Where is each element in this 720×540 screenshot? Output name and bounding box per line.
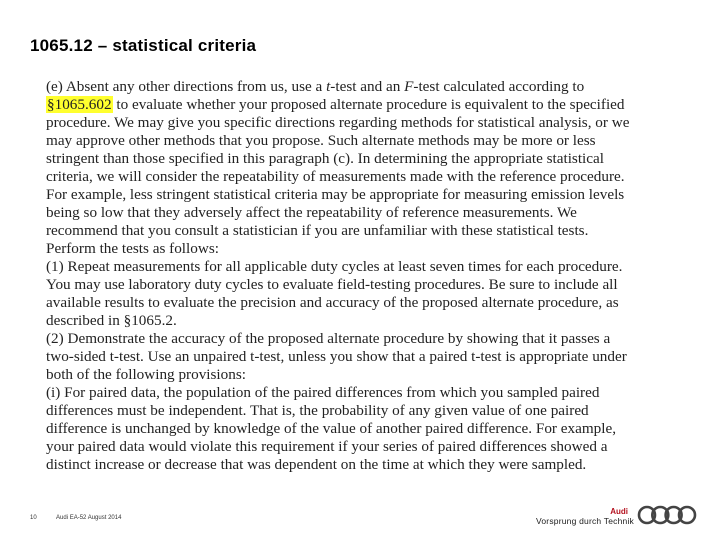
excerpt-line-19: differences must be independent. That is, the probability of any given value of one paired bbox=[46, 402, 589, 419]
excerpt-line-11: (1) Repeat measurements for all applicable duty cycles at least seven times for each procedure. bbox=[46, 258, 623, 275]
brand-slogan: Vorsprung durch Technik bbox=[535, 516, 634, 526]
four-rings-icon bbox=[637, 504, 697, 526]
excerpt-line-6: criteria, we will consider the repeatability of measurements made with the reference procedure. bbox=[46, 168, 625, 185]
slide-title: 1065.12 – statistical criteria bbox=[30, 36, 257, 55]
excerpt-line-4: may approve other methods that you propose. Such alternate methods may be more or less bbox=[46, 132, 596, 149]
footer-caption: Audi EA-52 August 2014 bbox=[56, 515, 122, 521]
brand-wordmark: Audi bbox=[610, 507, 628, 516]
excerpt-line-9: recommend that you consult a statistician if you are unfamiliar with these statistical tests. bbox=[46, 222, 589, 239]
excerpt-line-17: both of the following provisions: bbox=[46, 366, 246, 383]
excerpt-line-20: difference is unchanged by knowledge of the value of another paired difference. For example, bbox=[46, 420, 617, 437]
excerpt-line-21: your paired data would violate this requirement if your series of paired differences showed a bbox=[46, 438, 608, 455]
excerpt-line-16: two-sided t-test. Use an unpaired t-test, unless you show that a paired t-test is appropriate under bbox=[46, 348, 627, 365]
excerpt-line-5: stringent than those specified in this paragraph (c). In determining the appropriate statistical bbox=[46, 150, 604, 167]
highlighted-reference: §1065.602 bbox=[47, 96, 112, 113]
excerpt-line-15: (2) Demonstrate the accuracy of the proposed alternate procedure by showing that it passes a bbox=[46, 330, 611, 347]
excerpt-line-1: (e) Absent any other directions from us, use a t-test and an F-test calculated according to bbox=[46, 78, 585, 95]
excerpt-line-3: procedure. We may give you specific directions regarding methods for statistical analysis, or we bbox=[46, 114, 630, 131]
excerpt-line-10: Perform the tests as follows: bbox=[46, 240, 219, 257]
excerpt-line-18: (i) For paired data, the population of the paired differences from which you sampled paired bbox=[46, 384, 600, 401]
excerpt-line-2: §1065.602 to evaluate whether your proposed alternate procedure is equivalent to the specified bbox=[47, 96, 625, 113]
excerpt-line-12: You may use laboratory duty cycles to evaluate field-testing procedures. Be sure to include all bbox=[46, 276, 618, 293]
excerpt-line-8: being so low that they adversely affect the repeatability of reference measurements. We bbox=[46, 204, 577, 221]
regulation-excerpt-image bbox=[40, 78, 672, 485]
excerpt-line-14: described in §1065.2. bbox=[46, 312, 177, 329]
page-number: 10 bbox=[30, 515, 37, 521]
footer bbox=[30, 515, 121, 521]
excerpt-line-22: distinct increase or decrease that was dependent on the time at which they were sampled. bbox=[46, 456, 587, 473]
excerpt-line-13: available results to evaluate the precision and accuracy of the proposed alternate procedure, as bbox=[46, 294, 619, 311]
excerpt-line-7: For example, less stringent statistical criteria may be appropriate for measuring emission levels bbox=[46, 186, 625, 203]
